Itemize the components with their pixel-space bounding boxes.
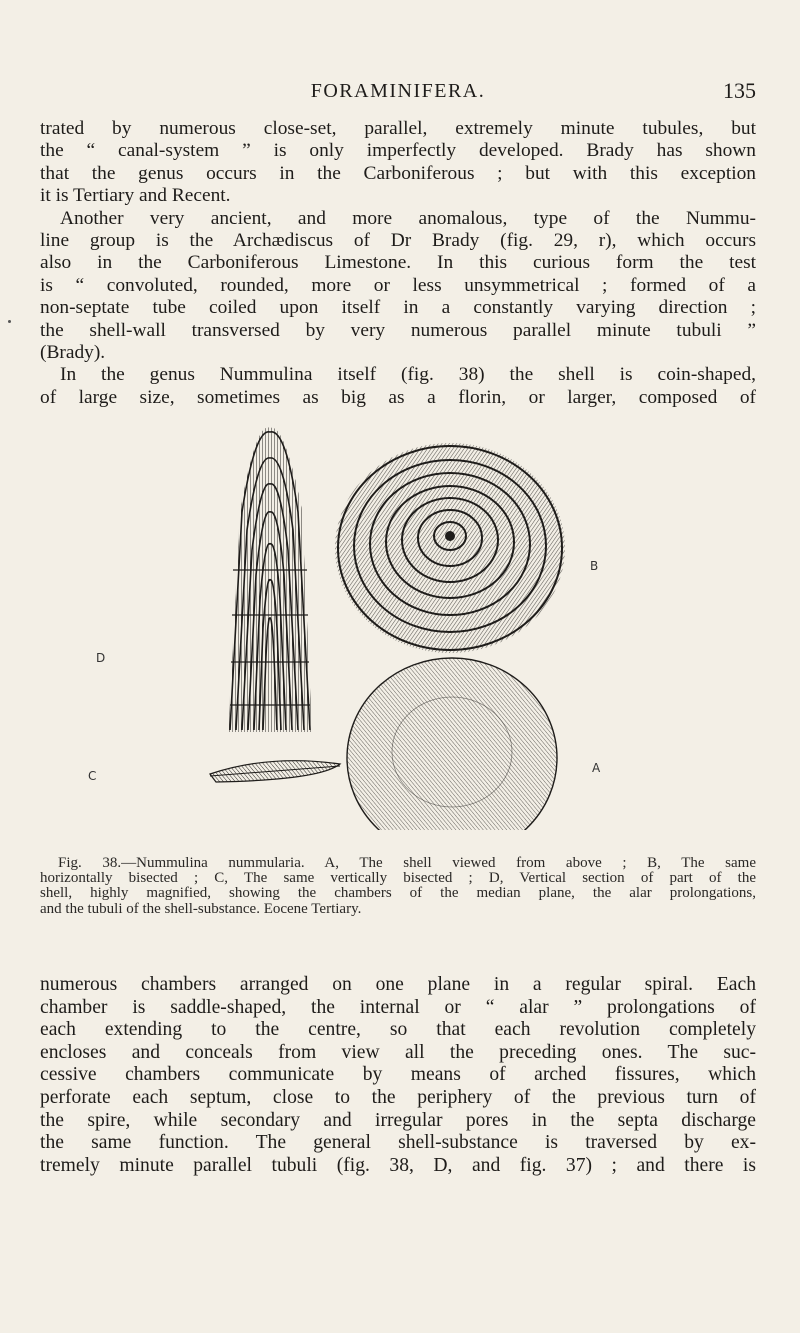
body-text-bottom: [40, 974, 756, 1177]
text-line: (Brady).: [40, 341, 106, 363]
text-line: the “ canal-system ” is only imperfectly developed. Brady has shown: [40, 140, 756, 162]
figure-label-c: C: [88, 769, 97, 783]
figure-label-a: A: [592, 761, 601, 775]
running-head: [40, 78, 756, 108]
text-line: tremely minute parallel tubuli (fig. 38, D, and fig. 37) ; and there is: [40, 1154, 756, 1176]
text-line: non-septate tube coiled upon itself in a constantly varying direction ;: [40, 297, 756, 319]
text-line: that the genus occurs in the Carboniferous ; but with this exception: [40, 162, 756, 184]
text-line: each extending to the centre, so that each revolution completely: [40, 1019, 756, 1041]
text-line: encloses and conceals from view all the preceding ones. The suc-: [40, 1041, 756, 1063]
text-line: the shell-wall transversed by very numerous parallel minute tubuli ”: [40, 319, 756, 341]
caption-line: and the tubuli of the shell-substance. Eocene Tertiary.: [40, 901, 362, 917]
text-line: the same function. The general shell-substance is traversed by ex-: [40, 1132, 756, 1154]
caption-line: Fig. 38.—Nummulina nummularia. A, The shell viewed from above ; B, The same: [58, 856, 756, 871]
figure-a-shell: [347, 658, 557, 830]
body-text-top: [40, 118, 756, 409]
figure-illustration: [40, 400, 756, 830]
text-line: perforate each septum, close to the periphery of the previous turn of: [40, 1086, 756, 1108]
figure-d-section: [228, 427, 312, 732]
text-line: it is Tertiary and Recent.: [40, 185, 231, 207]
figure-label-d: D: [96, 651, 106, 665]
text-line: numerous chambers arranged on one plane in a regular spiral. Each: [40, 974, 756, 995]
figure-c-section: [210, 761, 340, 782]
text-line: cessive chambers communicate by means of arched fissures, which: [40, 1064, 756, 1086]
text-line: of large size, sometimes as big as a florin, or larger, composed of: [40, 386, 756, 408]
figure-label-b: B: [590, 559, 599, 573]
text-line: line group is the Archædiscus of Dr Brady (fig. 29, r), which occurs: [40, 229, 756, 251]
figure-caption: [40, 856, 756, 917]
caption-line: horizontally bisected ; C, The same vertically bisected ; D, Vertical section of part of the: [40, 871, 756, 887]
text-line: is “ convoluted, rounded, more or less unsymmetrical ; formed of a: [40, 274, 756, 296]
text-line: In the genus Nummulina itself (fig. 38) the shell is coin-shaped,: [60, 364, 756, 386]
running-title: FORAMINIFERA.: [310, 80, 486, 102]
caption-line: shell, highly magnified, showing the chambers of the median plane, the alar prolongations,: [40, 886, 756, 902]
text-line: the spire, while secondary and irregular pores in the septa discharge: [40, 1109, 756, 1131]
text-line: trated by numerous close-set, parallel, extremely minute tubules, but: [40, 118, 756, 139]
text-line: also in the Carboniferous Limestone. In this curious form the test: [40, 252, 756, 274]
margin-dot: [8, 320, 11, 323]
figure-b-spiral: [335, 443, 565, 653]
figure-38: [40, 400, 756, 830]
page-number: 135: [723, 78, 756, 103]
text-line: Another very ancient, and more anomalous, type of the Nummu-: [60, 207, 756, 229]
text-line: chamber is saddle-shaped, the internal or “ alar ” prolongations of: [40, 996, 756, 1018]
